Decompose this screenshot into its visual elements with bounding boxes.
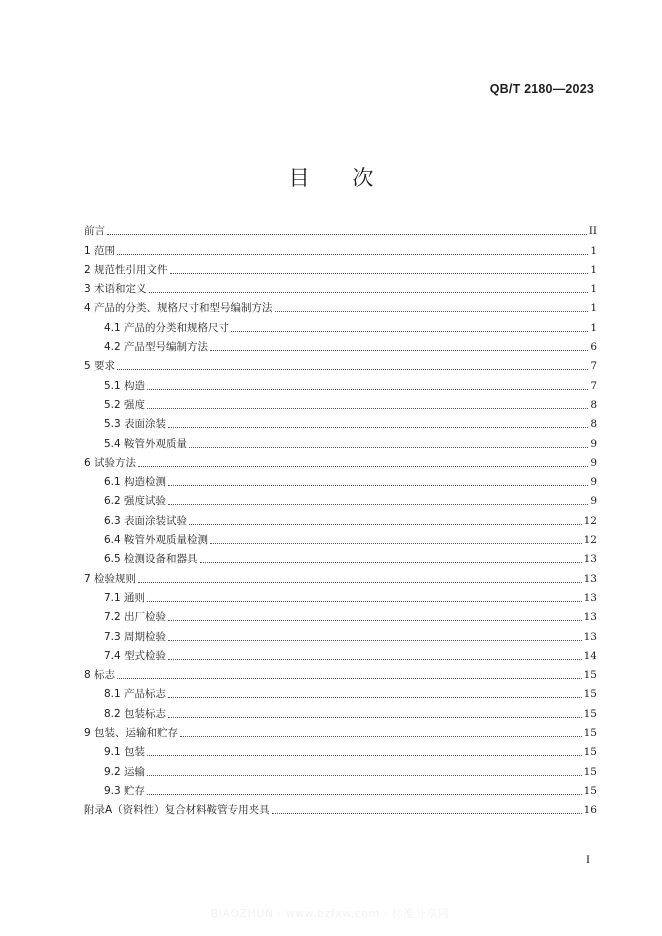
toc-entry-page: 1 <box>590 244 597 257</box>
toc-entry-label: 8 标志 <box>84 669 116 682</box>
toc-subentry[interactable] <box>84 412 597 431</box>
toc-entry-label: 5.1 构造 <box>104 379 146 392</box>
toc-entry-label: 9.2 运输 <box>104 765 146 778</box>
standard-number: QB/T 2180—2023 <box>489 82 594 96</box>
toc-subentry[interactable] <box>84 682 597 701</box>
toc-entry-label: 3 术语和定义 <box>84 283 147 296</box>
toc-entry[interactable] <box>84 451 597 470</box>
toc-subentry[interactable] <box>84 373 597 392</box>
toc-subentry[interactable] <box>84 740 597 759</box>
toc-entry[interactable] <box>84 663 597 682</box>
toc-subentry[interactable] <box>84 624 597 643</box>
dot-leader <box>275 311 589 312</box>
dot-leader <box>168 697 582 698</box>
toc-entry-page: 8 <box>590 418 597 431</box>
toc-entry-page: 9 <box>590 495 597 508</box>
toc-entry-label: 4.2 产品型号编制方法 <box>104 341 209 354</box>
toc-entry-page: 13 <box>583 591 597 604</box>
toc-entry-label: 8.1 产品标志 <box>104 688 167 701</box>
dot-leader <box>147 755 582 756</box>
dot-leader <box>189 447 588 448</box>
dot-leader <box>272 813 582 814</box>
toc-entry-label: 4.1 产品的分类和规格尺寸 <box>104 321 230 334</box>
toc-entry-page: 7 <box>590 379 597 392</box>
toc-entry-page: 9 <box>590 476 597 489</box>
dot-leader <box>117 254 588 255</box>
dot-leader <box>138 582 582 583</box>
dot-leader <box>180 736 582 737</box>
toc-entry-label: 7.4 型式检验 <box>104 649 167 662</box>
toc-subentry[interactable] <box>84 393 597 412</box>
toc-entry-label: 4 产品的分类、规格尺寸和型号编制方法 <box>84 302 273 315</box>
toc-entry-label: 7.3 周期检验 <box>104 630 167 643</box>
toc-subentry[interactable] <box>84 759 597 778</box>
toc-entry-label: 6.2 强度试验 <box>104 495 167 508</box>
dot-leader <box>149 292 589 293</box>
dot-leader <box>147 408 588 409</box>
toc-entry-label: 9 包装、运输和贮存 <box>84 727 179 740</box>
toc-entry-page: 15 <box>583 727 597 740</box>
toc-entry[interactable] <box>84 258 597 277</box>
toc-entry-label: 6.3 表面涂装试验 <box>104 514 188 527</box>
toc-entry-label: 前言 <box>84 225 105 238</box>
toc-entry-label: 8.2 包装标志 <box>104 707 167 720</box>
toc-subentry[interactable] <box>84 586 597 605</box>
table-of-contents <box>84 219 597 817</box>
toc-entry-page: 13 <box>583 630 597 643</box>
dot-leader <box>168 504 588 505</box>
dot-leader <box>117 369 588 370</box>
toc-entry-label: 1 范围 <box>84 244 116 257</box>
toc-entry[interactable] <box>84 798 597 817</box>
toc-entry-label: 7.1 通则 <box>104 591 146 604</box>
toc-entry-page: 1 <box>590 321 597 334</box>
toc-subentry[interactable] <box>84 701 597 720</box>
toc-entry-page: 15 <box>583 669 597 682</box>
toc-entry-label: 9.1 包装 <box>104 746 146 759</box>
toc-entry-page: 9 <box>590 456 597 469</box>
toc-subentry[interactable] <box>84 547 597 566</box>
dot-leader <box>168 427 588 428</box>
dot-leader <box>168 659 582 660</box>
toc-entry-page: 15 <box>583 688 597 701</box>
dot-leader <box>147 389 588 390</box>
toc-entry-label: 6.4 鞍管外观质量检测 <box>104 534 209 547</box>
toc-subentry[interactable] <box>84 605 597 624</box>
dot-leader <box>210 543 582 544</box>
toc-entry-page: 9 <box>590 437 597 450</box>
toc-subentry[interactable] <box>84 508 597 527</box>
toc-entry-label: 6.1 构造检测 <box>104 476 167 489</box>
toc-subentry[interactable] <box>84 431 597 450</box>
toc-entry-label: 5.4 鞍管外观质量 <box>104 437 188 450</box>
toc-entry[interactable] <box>84 566 597 585</box>
toc-subentry[interactable] <box>84 528 597 547</box>
dot-leader <box>147 794 582 795</box>
toc-subentry[interactable] <box>84 779 597 798</box>
toc-entry-label: 9.3 贮存 <box>104 784 146 797</box>
toc-entry-page: 7 <box>590 360 597 373</box>
toc-entry-label: 5.3 表面涂装 <box>104 418 167 431</box>
toc-entry-label: 5 要求 <box>84 360 116 373</box>
dot-leader <box>147 601 582 602</box>
toc-entry-label: 2 规范性引用文件 <box>84 263 168 276</box>
toc-entry[interactable] <box>84 238 597 257</box>
toc-entry-page: 1 <box>590 302 597 315</box>
toc-entry-page: 15 <box>583 707 597 720</box>
toc-entry-page: 12 <box>583 514 597 527</box>
toc-entry[interactable] <box>84 219 597 238</box>
dot-leader <box>168 717 582 718</box>
toc-entry-label: 6.5 检测设备和器具 <box>104 553 198 566</box>
toc-entry-label: 5.2 强度 <box>104 398 146 411</box>
dot-leader <box>231 331 588 332</box>
dot-leader <box>200 562 582 563</box>
toc-entry-page: II <box>588 225 597 238</box>
dot-leader <box>168 485 588 486</box>
toc-subentry[interactable] <box>84 315 597 334</box>
dot-leader <box>107 234 587 235</box>
toc-entry-page: 13 <box>583 572 597 585</box>
toc-entry-page: 16 <box>583 804 597 817</box>
page-title: 目 次 <box>288 166 392 190</box>
dot-leader <box>168 620 582 621</box>
toc-entry-page: 1 <box>590 263 597 276</box>
toc-entry-label: 7.2 出厂检验 <box>104 611 167 624</box>
dot-leader <box>189 524 582 525</box>
toc-entry-page: 12 <box>583 534 597 547</box>
toc-entry-page: 15 <box>583 746 597 759</box>
toc-entry-page: 1 <box>590 283 597 296</box>
toc-entry-page: 8 <box>590 398 597 411</box>
toc-subentry[interactable] <box>84 489 597 508</box>
page-number: I <box>586 852 590 866</box>
dot-leader <box>117 678 582 679</box>
dot-leader <box>170 273 589 274</box>
toc-entry[interactable] <box>84 277 597 296</box>
toc-entry-page: 14 <box>583 649 597 662</box>
toc-entry-page: 13 <box>583 611 597 624</box>
watermark: BIAOZHUN · www.bzfxw.com · 标准分享网 <box>210 907 450 920</box>
toc-subentry[interactable] <box>84 335 597 354</box>
toc-entry-page: 6 <box>590 341 597 354</box>
toc-subentry[interactable] <box>84 644 597 663</box>
toc-entry[interactable] <box>84 721 597 740</box>
dot-leader <box>138 466 588 467</box>
toc-entry-page: 15 <box>583 784 597 797</box>
toc-entry[interactable] <box>84 354 597 373</box>
toc-entry-page: 15 <box>583 765 597 778</box>
dot-leader <box>168 640 582 641</box>
toc-entry-label: 7 检验规则 <box>84 572 137 585</box>
toc-entry-label: 6 试验方法 <box>84 456 137 469</box>
toc-entry-page: 13 <box>583 553 597 566</box>
toc-subentry[interactable] <box>84 470 597 489</box>
dot-leader <box>210 350 588 351</box>
toc-entry-label: 附录A（资料性）复合材料鞍管专用夹具 <box>84 804 270 817</box>
dot-leader <box>147 775 582 776</box>
toc-entry[interactable] <box>84 296 597 315</box>
